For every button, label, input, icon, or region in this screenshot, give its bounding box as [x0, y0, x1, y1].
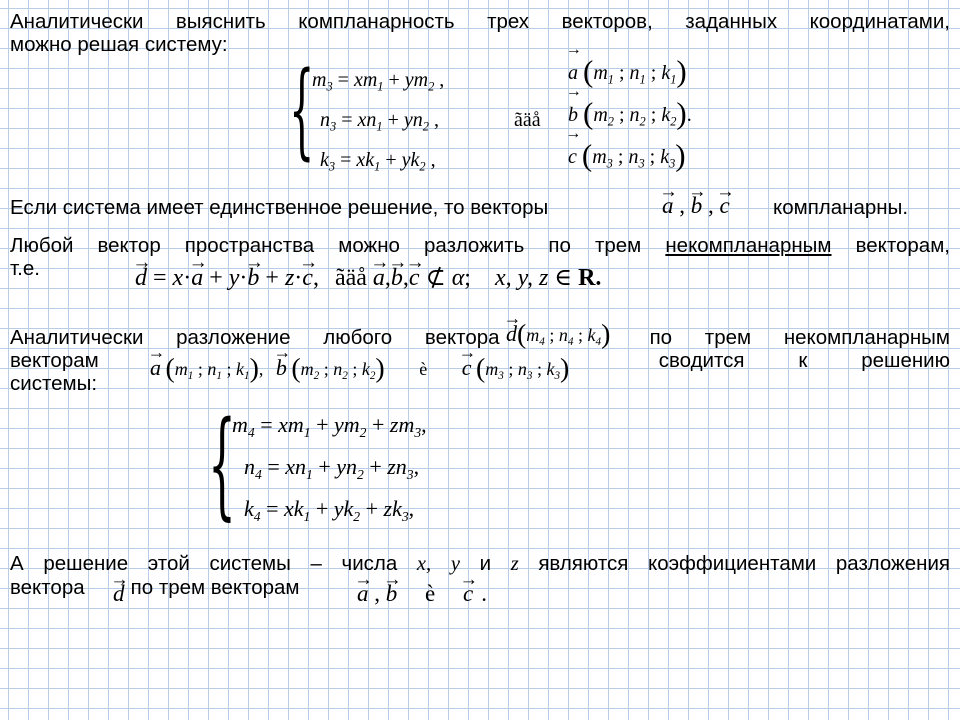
system1-row: $m_3 = xm_1 + ym_2$ ,: [312, 69, 445, 94]
system2-row: $m_4 = xm_1 + ym_2 + zm_3$,: [232, 412, 427, 440]
decomposition-line-2: т.е.: [10, 257, 40, 280]
decomposition-formula: → d = x·→ a + y·→ b + z·→ c, ãäå → a,→ b,→ c ⊄ α; x, y, z ∈ R.: [135, 263, 601, 292]
vector-coord-row: → a ($m_1$ ; $n_1$ ; $k_1$): [568, 52, 692, 94]
conclusion-line-2: вектора по трем векторам: [10, 576, 300, 599]
system1: [312, 60, 444, 180]
intro-line-1: Аналитически выяснить компланарность трех векторов, заданных координатами,: [10, 10, 950, 33]
decomposition-line-1: Любой вектор пространства можно разложить по трем некомпланарным векторам,: [10, 234, 950, 257]
noncoplanar-underlined: некомпланарным: [665, 234, 832, 257]
garbled-where-1: ãäå: [514, 109, 541, 131]
system2-row: $n_4 = xn_1 + yn_2 + zn_3$,: [244, 454, 420, 482]
system1-brace: {: [289, 52, 315, 172]
system1-row: $n_3 = xn_1 + yn_2$ ,: [320, 109, 439, 134]
intro-line-2: можно решая систему:: [10, 33, 228, 56]
system1-row: $k_3 = xk_1 + yk_2$ ,: [320, 149, 436, 174]
vector-coord-row: → b ($m_2$ ; $n_2$ ; $k_2$).: [568, 94, 692, 136]
system2-row: $k_4 = xk_1 + yk_2 + zk_3$,: [244, 496, 415, 524]
coplanar-statement-after: компланарны.: [773, 196, 909, 219]
system2-brace: {: [208, 398, 236, 534]
analytic-line-3: системы:: [10, 372, 98, 395]
analytic-line-1: Аналитически разложение любого вектора по трем некомпланарным: [10, 326, 950, 349]
analytic-line-2: векторам сводится к решению: [10, 349, 950, 372]
basis-vectors-coords: → a ($m_1$ ; $n_1$ ; $k_1$), → b ($m_2$ ; $n_2$ ; $k_2$) è → c ($m_3$ ; $n_3$ ; $k_3$): [150, 355, 569, 381]
vector-coord-row: → c ($m_3$ ; $n_3$ ; $k_3$): [568, 136, 692, 178]
coplanar-vectors: → a , → b , → c: [662, 193, 730, 219]
conclusion-line-1: А решение этой системы – числа x, y и z являются коэффициентами разложения: [10, 552, 951, 575]
conclusion-basis-vectors: → a , → b è → c .: [357, 581, 487, 607]
conclusion-vector-d: → d: [113, 581, 125, 607]
system2: [232, 404, 427, 530]
vector-d-coords: → $d(m_4$ ; $n_4$ ; $k_4$): [506, 321, 610, 347]
vector-coords-list: [568, 52, 692, 178]
coplanar-statement-before: Если система имеет единственное решение, то векторы: [10, 196, 549, 219]
intro-paragraph: [10, 10, 950, 56]
